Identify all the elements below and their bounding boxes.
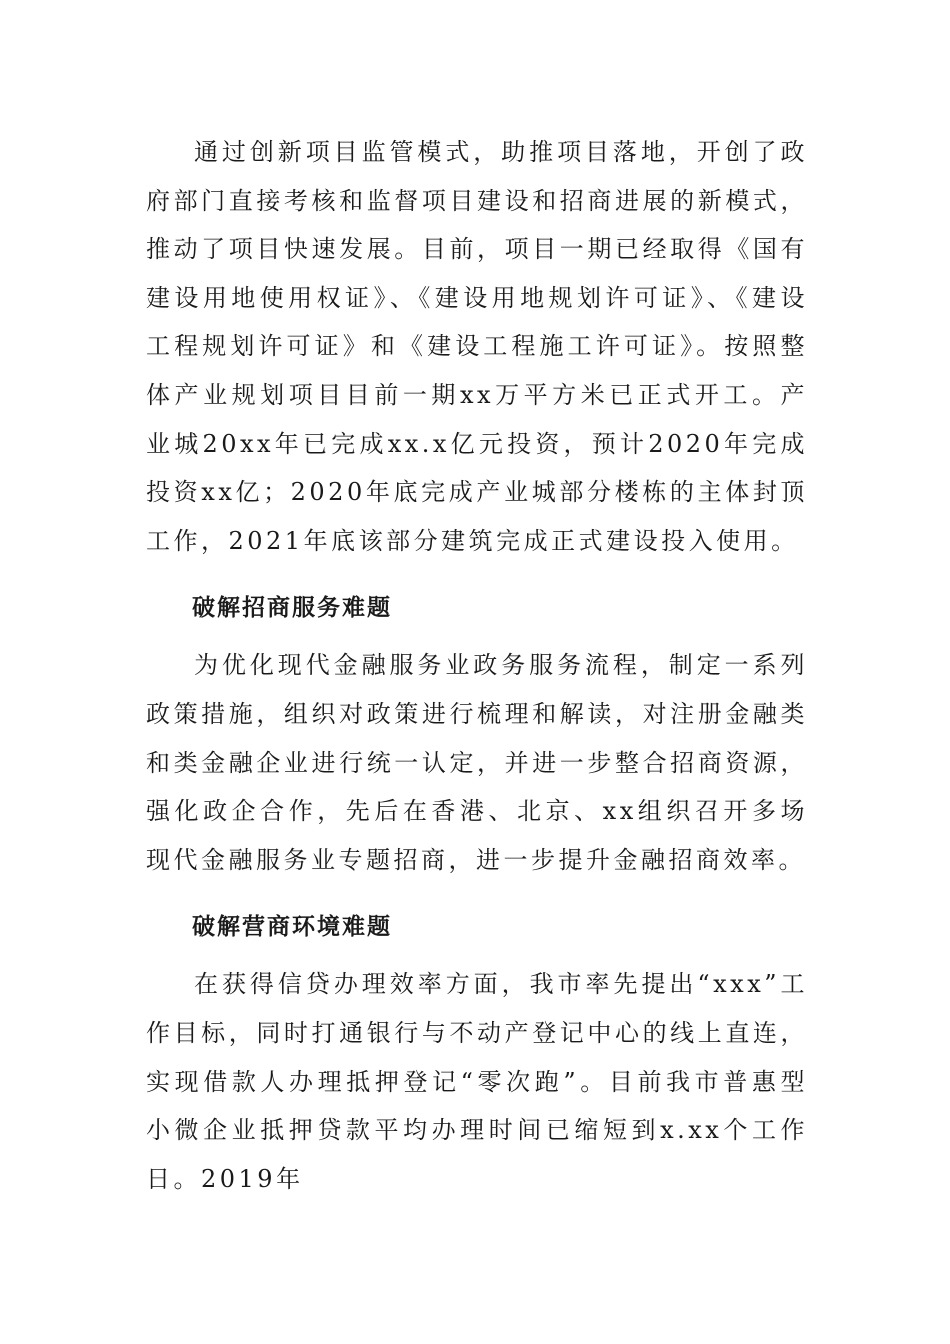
document-body — [146, 128, 808, 1203]
paragraph-project-progress: 通过创新项目监管模式，助推项目落地，开创了政府部门直接考核和监督项目建设和招商进展的新模式，推动了项目快速发展。目前，项目一期已经取得《国有建设用地使用权证》、《建设用地规划许可证》、《建设工程规划许可证》和《建设工程施工许可证》。按照整体产业规划项目目前一期xx万平方米已正式开工。产业城20xx年已完成xx.x亿元投资，预计2020年完成投资xx亿；2020年底完成产业城部分楼栋的主体封顶工作，2021年底该部分建筑完成正式建设投入使用。 — [146, 138, 808, 555]
paragraph-business-environment: 在获得信贷办理效率方面，我市率先提出“xxx”工作目标，同时打通银行与不动产登记中心的线上直连，实现借款人办理抵押登记“零次跑”。目前我市普惠型小微企业抵押贷款平均办理时间已缩短到x.xx个工作日。2019年 — [146, 970, 808, 1193]
paragraph-gap — [146, 565, 808, 575]
section-heading-investment-service: 破解招商服务难题 — [192, 595, 392, 622]
paragraph-investment-service: 为优化现代金融服务业政务服务流程，制定一系列政策措施，组织对政策进行梳理和解读，对注册金融类和类金融企业进行统一认定，并进一步整合招商资源，强化政企合作，先后在香港、北京、xx组织召开多场现代金融服务业专题招商，进一步提升金融招商效率。 — [146, 651, 808, 874]
section-heading-business-environment: 破解营商环境难题 — [192, 914, 392, 941]
paragraph-gap — [146, 884, 808, 894]
